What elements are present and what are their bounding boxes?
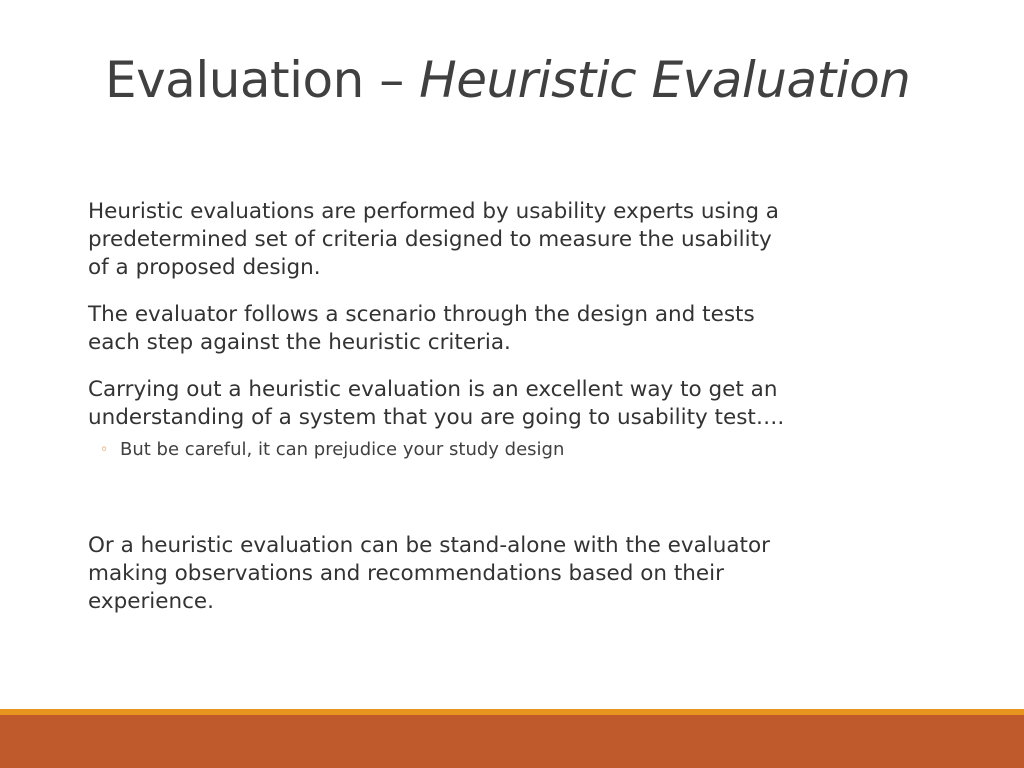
paragraph-4: Or a heuristic evaluation can be stand-alone with the evaluator making observations and recommendations based on their experience. — [88, 533, 770, 614]
footer-band — [0, 715, 1024, 768]
paragraph-1: Heuristic evaluations are performed by usability experts using a predetermined set of criteria designed to measure the usability of a proposed design. — [88, 199, 779, 280]
hollow-circle-bullet-icon: ◦ — [100, 442, 109, 458]
paragraph-3: Carrying out a heuristic evaluation is an excellent way to get an understanding of a system that you are going to usability test…. — [88, 377, 785, 430]
paragraph-2: The evaluator follows a scenario through the design and tests each step against the heuristic criteria. — [88, 302, 755, 355]
slide-body — [88, 198, 788, 616]
title-italic: Heuristic Evaluation — [419, 51, 911, 109]
title-plain: Evaluation – — [105, 51, 420, 109]
sub-bullet-text: But be careful, it can prejudice your study design — [120, 439, 565, 460]
sub-bullet-item — [100, 438, 788, 462]
slide-title — [105, 46, 965, 114]
